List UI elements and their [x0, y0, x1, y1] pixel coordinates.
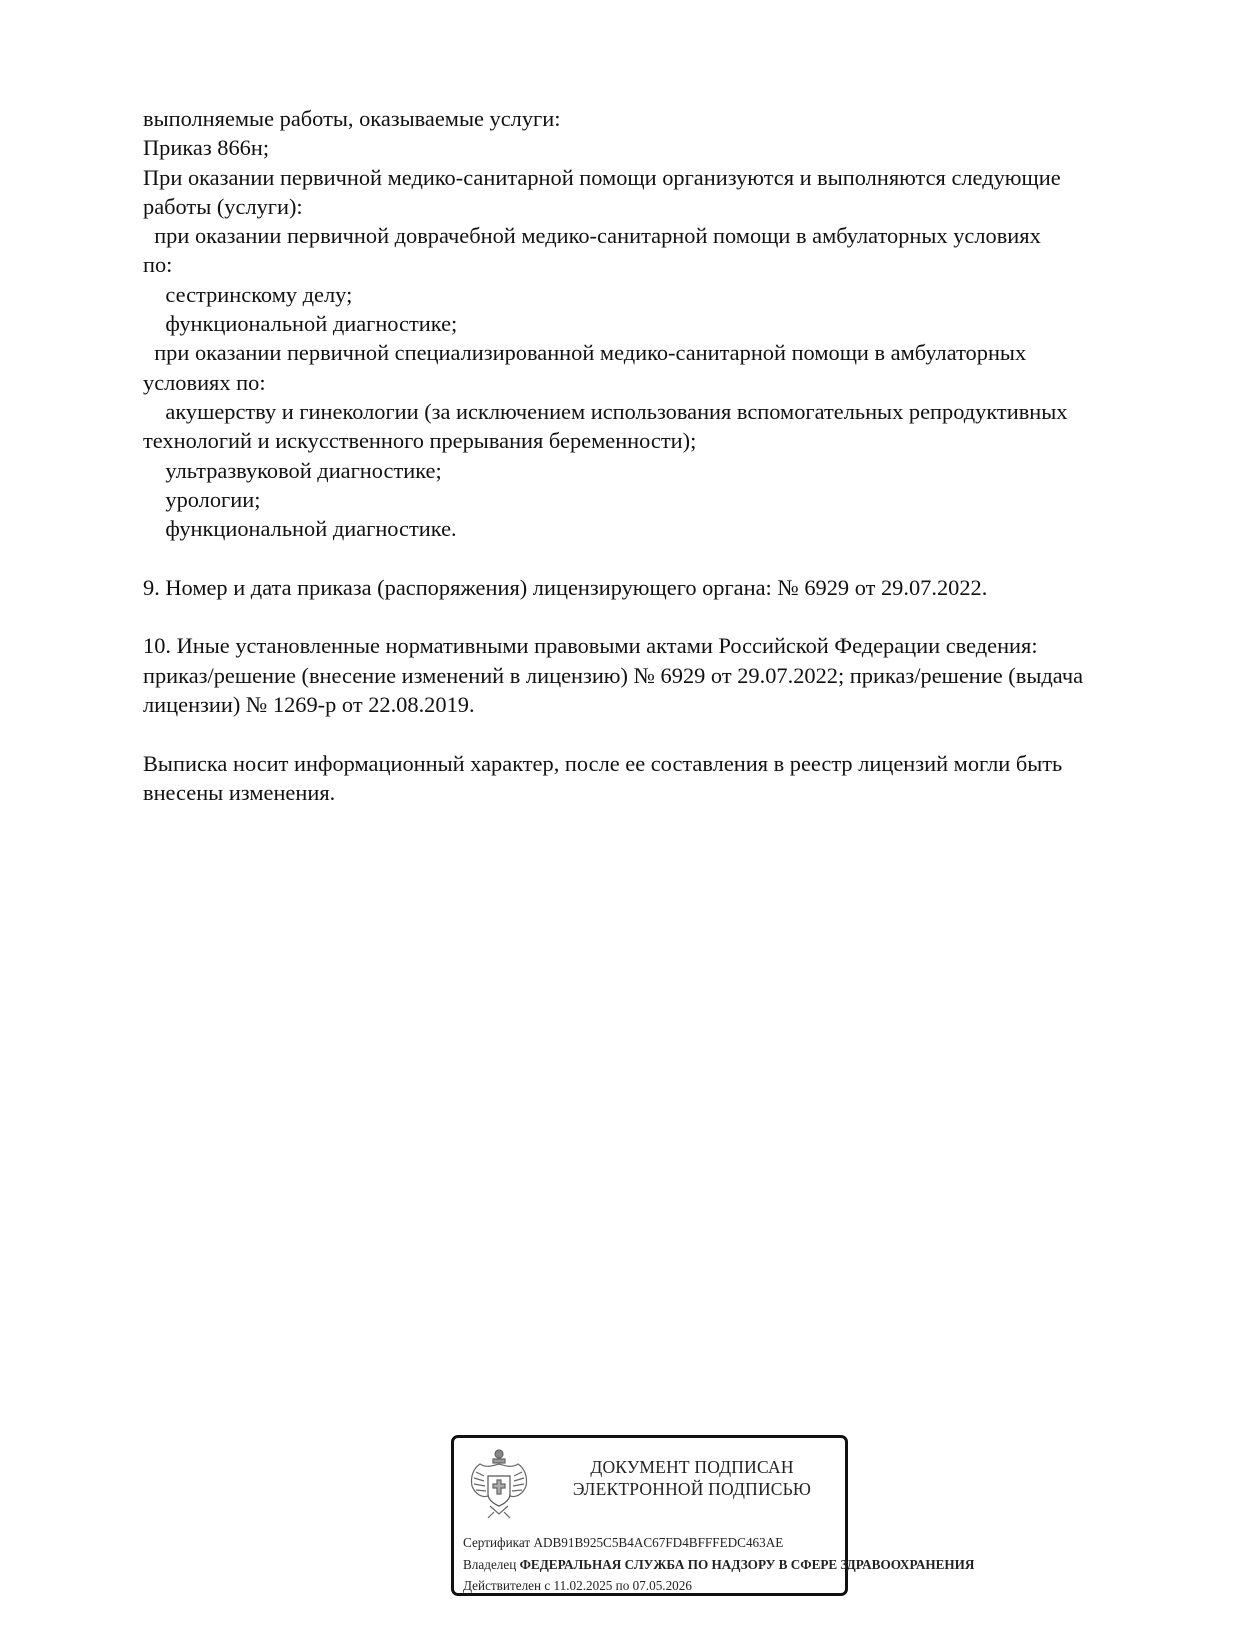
section-10-line: приказ/решение (внесение изменений в лицензию) № 6929 от 29.07.2022; приказ/решение (выдача — [143, 662, 1084, 688]
validity-row: Действителен с 11.02.2025 по 07.05.2026 — [463, 1578, 692, 1593]
section-9: 9. Номер и дата приказа (распоряжения) лицензирующего органа: № 6929 от 29.07.2022. — [143, 574, 988, 600]
owner-row — [463, 1554, 975, 1576]
owner-label: Владелец — [463, 1556, 517, 1572]
certificate-label: Сертификат — [463, 1535, 531, 1550]
text-line: при оказании первичной специализированной медико-санитарной помощи в амбулаторных — [143, 340, 1027, 366]
certificate-row — [463, 1532, 843, 1554]
text-line: функциональной диагностике; — [143, 311, 458, 337]
spacer — [143, 543, 1163, 572]
signature-stamp — [451, 1435, 975, 1596]
stamp-title — [542, 1456, 842, 1500]
section-10-line: лицензии) № 1269-р от 22.08.2019. — [143, 691, 475, 717]
text-line: условиях по: — [143, 369, 266, 395]
disclaimer-line: внесены изменения. — [143, 779, 336, 805]
text-line: При оказании первичной медико-санитарной помощи организуются и выполняются следующие — [143, 164, 1061, 190]
spacer — [143, 719, 1163, 748]
owner-value: ФЕДЕРАЛЬНАЯ СЛУЖБА ПО НАДЗОРУ В СФЕРЕ ЗДРАВООХРАНЕНИЯ — [519, 1556, 975, 1572]
spacer — [143, 602, 1163, 631]
stamp-details — [463, 1532, 975, 1597]
text-line: технологий и искусственного прерывания беременности); — [143, 428, 697, 454]
text-line: Приказ 866н; — [143, 135, 270, 161]
text-line: ультразвуковой диагностике; — [143, 457, 442, 483]
coat-of-arms-icon — [466, 1446, 532, 1522]
stamp-title-line: ЭЛЕКТРОННОЙ ПОДПИСЬЮ — [572, 1479, 812, 1499]
text-line: сестринскому делу; — [143, 281, 353, 307]
text-line: акушерству и гинекологии (за исключением использования вспомогательных репродуктивных — [143, 398, 1068, 424]
disclaimer-line: Выписка носит информационный характер, после ее составления в реестр лицензий могли быть — [143, 750, 1063, 776]
certificate-value: ADB91B925C5B4AC67FD4BFFFEDC463AE — [533, 1535, 784, 1550]
text-line: по: — [143, 252, 173, 278]
section-10-line: 10. Иные установленные нормативными правовыми актами Российской Федерации сведения: — [143, 633, 1038, 659]
text-line: выполняемые работы, оказываемые услуги: — [143, 106, 561, 131]
stamp-title-line: ДОКУМЕНТ ПОДПИСАН — [590, 1457, 794, 1477]
text-line: работы (услуги): — [143, 193, 303, 219]
text-line: урологии; — [143, 486, 261, 512]
text-line: функциональной диагностике. — [143, 516, 457, 542]
text-line: при оказании первичной доврачебной медико-санитарной помощи в амбулаторных условиях — [143, 223, 1041, 249]
document-body — [143, 104, 1163, 807]
